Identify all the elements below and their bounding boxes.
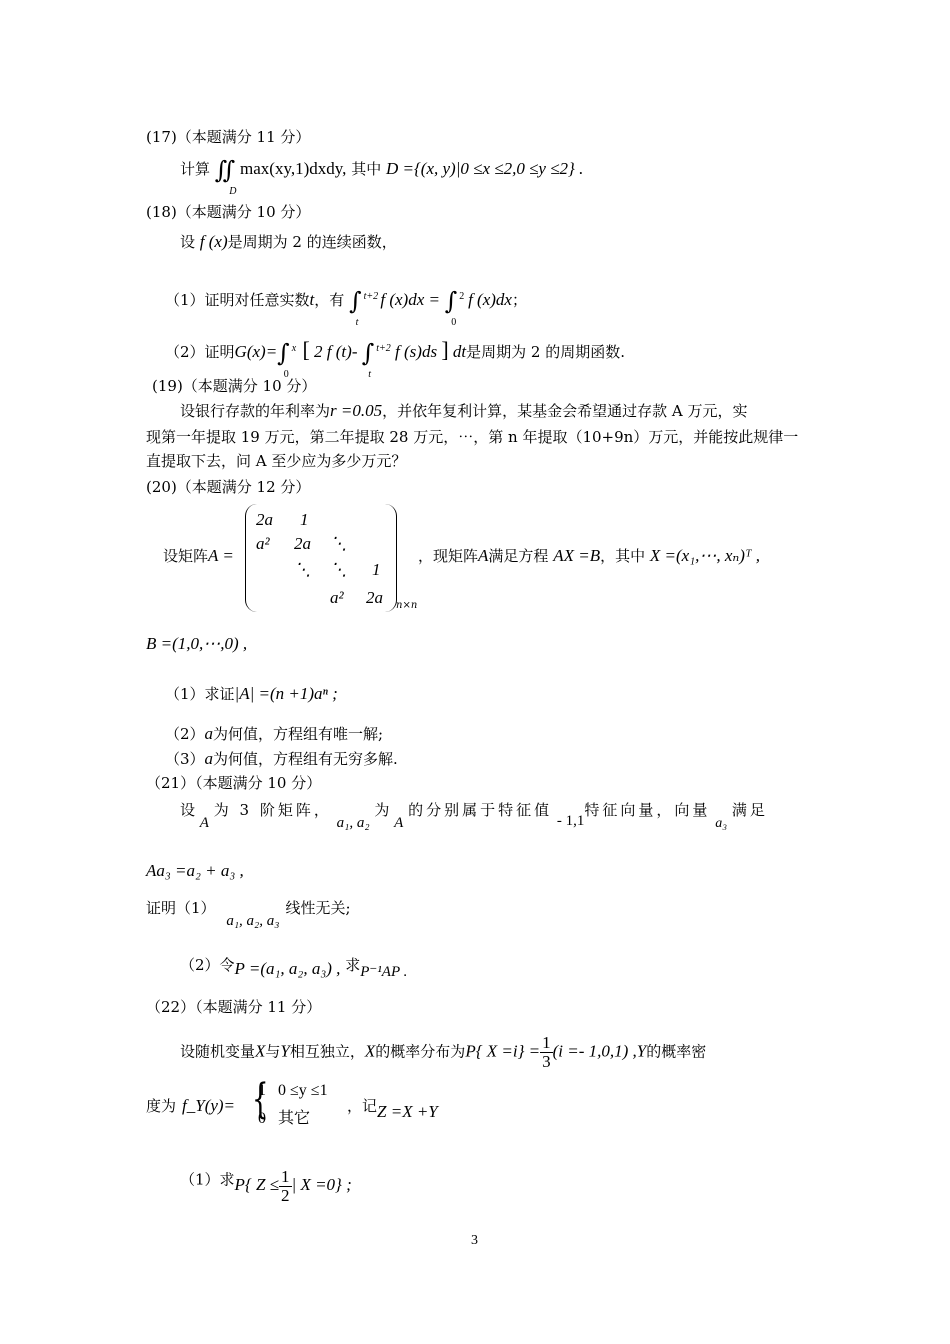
- q17-where: 其中: [351, 160, 382, 178]
- q22-prob-range: (i =- 1,0,1) ,: [552, 1041, 637, 1061]
- q21-p2-P: P =(a₁, a₂, a₃) ,: [234, 959, 341, 978]
- q20-p3-label: （3）: [165, 750, 205, 768]
- q18-p2-top1: x: [291, 343, 297, 354]
- q18-p1-label: （1）证明对任意实数: [165, 291, 310, 309]
- q18-intro-pre: 设: [180, 233, 196, 251]
- q18-p2-top2: t+2: [376, 343, 391, 354]
- q21-p2-label: （2）令: [180, 956, 235, 974]
- integral-icon: ∫: [349, 287, 362, 315]
- q17-header: (17)（本题满分 11 分）: [146, 128, 311, 146]
- q22-case1: 1 0 ≤y ≤1: [258, 1082, 328, 1099]
- q22-fy: f_Y(y)=: [182, 1096, 236, 1115]
- q18-intro-post: 是周期为 2 的连续函数，: [227, 233, 397, 251]
- q18-header: (18)（本题满分 10 分）: [146, 203, 311, 221]
- q18-p2-end: 是周期为 2 的周期函数.: [466, 343, 625, 361]
- q22-line1: [180, 1034, 706, 1071]
- q21-text: 的分别属于特征值: [408, 801, 553, 819]
- q22-density: 的概率密: [646, 1042, 707, 1061]
- q22-note: ，记: [347, 1097, 378, 1115]
- q18-p1-bot2: 0: [451, 317, 457, 328]
- q19-line1-pre: 设银行存款的年利率为: [180, 402, 331, 420]
- q22-frac-den: 3: [542, 1051, 551, 1071]
- q21-proof1: [146, 899, 351, 929]
- matrix-cell: 1: [372, 560, 381, 579]
- q21-p2-expr: P⁻¹AP .: [360, 964, 408, 980]
- q20-set-matrix: [163, 546, 234, 566]
- q20-part1: [165, 684, 338, 704]
- q22-note-line: [347, 1096, 438, 1121]
- q17-region: D: [229, 186, 237, 197]
- q19-line2: 现第一年提取 19 万元，第二年提取 28 万元，⋯，第 n 年提取（10+9n）万元，并能按此规律一: [146, 428, 799, 446]
- q22-p1-expr-b: | X =0} ;: [291, 1175, 352, 1195]
- q21-line2: Aa₃ =a₂ + a₃ ,: [146, 861, 244, 880]
- q22-header: （22）（本题满分 11 分）: [146, 998, 322, 1016]
- q22-frac-num: 1: [542, 1033, 551, 1052]
- q22-Z-def: Z =X +Y: [377, 1102, 438, 1121]
- q20-p3-text: 为何值，方程组有无穷多解.: [213, 750, 398, 768]
- q20-p1-label: （1）求证: [165, 685, 235, 703]
- q18-p2-bot1: 0: [283, 369, 289, 380]
- q18-p1-top2: 2: [459, 291, 465, 302]
- q20-X-def: X =(x₁,⋯, xₙ)ᵀ ,: [649, 546, 761, 565]
- matrix-cell: ⋱: [330, 560, 347, 579]
- page-number: 3: [471, 1233, 478, 1248]
- q18-fx: f (x): [199, 232, 228, 251]
- q22-X: X: [255, 1041, 266, 1061]
- q18-part1: （1）证明对任意实数t，有 ∫ t+2 t f (x)dx = ∫ 2 0 f (x)dx；: [165, 287, 527, 328]
- q20-equation: AX =B: [553, 546, 601, 565]
- q20-p1-expr: |A| =(n +1)aⁿ ;: [234, 684, 338, 703]
- integral-icon: ∫: [444, 287, 458, 315]
- q17-func: max(xy,1)dxdy,: [240, 159, 347, 178]
- q20-equation-line: [418, 546, 760, 566]
- q20-part2: [165, 724, 383, 744]
- q22-fraction: [540, 1034, 553, 1071]
- q21-mid: 为 3 阶矩阵，: [213, 801, 332, 819]
- q20-B-def: B =(1,0,⋯,0) ,: [146, 634, 248, 653]
- matrix-cell: ⋱: [294, 560, 311, 579]
- q18-p1-t: t: [309, 290, 315, 309]
- q20-p2-a: a: [204, 724, 214, 743]
- matrix-cell: 1: [300, 510, 309, 529]
- integral-icon: ∫: [277, 339, 290, 367]
- q22-case2: 0 其它: [258, 1110, 311, 1127]
- matrix-cell: a²: [330, 588, 344, 607]
- q22-line2: [146, 1096, 235, 1116]
- q22-dist: 的概率分布为: [375, 1042, 466, 1061]
- q21-A: A: [199, 815, 209, 831]
- q20-now-pre: ，现矩阵: [418, 547, 479, 565]
- q18-p1-end: ；: [511, 291, 527, 309]
- q22-indep: 相互独立，: [289, 1042, 365, 1061]
- q18-p1-have: ，有: [314, 291, 345, 309]
- q21-she: 设: [180, 801, 196, 819]
- q21-vecs: a₁, a₂: [336, 815, 370, 831]
- q20-p2-label: （2）: [165, 725, 205, 743]
- q21-proof-label: 证明（1）: [146, 899, 216, 917]
- q22-and: 与: [265, 1042, 281, 1061]
- q18-part2: （2）证明G(x)=∫ x 0 [ 2 f (t)- ∫ t+2 t f (s)ds ] dt是周期为 2 的周期函数.: [165, 337, 625, 380]
- q18-p1-bot1: t: [355, 317, 359, 328]
- q20-header: (20)（本题满分 12 分）: [146, 478, 311, 496]
- q19-line1: [180, 401, 747, 421]
- q20-A-eq: A =: [208, 546, 234, 565]
- q22-pre: 设随机变量: [180, 1042, 256, 1061]
- q21-end: 满足: [731, 801, 768, 819]
- q22-part1: [180, 1162, 352, 1205]
- q22-p1-frac-den: 2: [281, 1185, 290, 1205]
- q20-where: ，其中: [600, 547, 646, 565]
- q20-now-mid: 满足方程: [488, 547, 549, 565]
- q17-statement: [180, 156, 584, 197]
- q18-intro: [180, 232, 397, 252]
- matrix-cell: 2a: [366, 588, 383, 607]
- q22-p1-fraction: [279, 1168, 292, 1205]
- matrix-cell: 2a: [256, 510, 273, 529]
- q21-wei: 为: [374, 801, 390, 819]
- q22-p1-frac-num: 1: [281, 1167, 290, 1186]
- matrix-A: [245, 504, 397, 612]
- q18-p1-top1: t+2: [363, 291, 379, 302]
- q21-proof-vecs: a₁, a₂, a₃: [226, 913, 280, 929]
- q20-part3: [165, 749, 398, 769]
- q20-now-A: A: [478, 546, 489, 565]
- q21-line1: [180, 801, 810, 831]
- q18-p2-label: （2）证明: [165, 343, 235, 361]
- double-integral-icon: ∬: [214, 156, 236, 184]
- q19-header: (19)（本题满分 10 分）: [152, 377, 317, 395]
- q22-prob-lhs: P{ X =i} =: [465, 1041, 541, 1061]
- q21-A2: A: [394, 815, 404, 831]
- q22-Y2: Y: [636, 1041, 647, 1061]
- q17-domain: D ={(x, y)|0 ≤x ≤2,0 ≤y ≤2} .: [385, 159, 584, 178]
- matrix-size: n×n: [396, 600, 418, 611]
- q19-line3: 直提取下去，问 A 至少应为多少万元？: [146, 452, 407, 470]
- q21-text2: 特征向量，向量: [584, 801, 711, 819]
- q20-set-label: 设矩阵: [163, 547, 209, 565]
- q21-part2: [180, 955, 408, 980]
- q21-a3: a₃: [715, 816, 728, 831]
- q20-p2-text: 为何值，方程组有唯一解;: [213, 725, 384, 743]
- q17-compute: 计算: [180, 160, 211, 178]
- matrix-cell: 2a: [294, 534, 311, 553]
- q19-line1-post: ，并依年复利计算，某基金会希望通过存款 A 万元，实: [382, 402, 748, 420]
- q21-proof-text: 线性无关;: [285, 899, 351, 917]
- q22-Y: Y: [280, 1041, 290, 1061]
- q22-line2-pre: 度为: [146, 1097, 177, 1115]
- q21-header: （21）（本题满分 10 分）: [146, 774, 322, 792]
- q22-X2: X: [364, 1041, 376, 1061]
- q22-brace-icon: {: [252, 1076, 269, 1124]
- q18-p2-bot2: t: [368, 369, 372, 380]
- q22-p1-expr-a: P{ Z ≤: [234, 1175, 280, 1195]
- q20-p3-a: a: [204, 749, 214, 768]
- q21-p2-ask: 求: [345, 956, 361, 974]
- matrix-cell: ⋱: [330, 534, 347, 553]
- q19-rate: r =0.05: [330, 401, 383, 420]
- q21-vals: - 1,1: [556, 813, 585, 829]
- matrix-cell: a²: [256, 534, 270, 553]
- q22-p1-label: （1）求: [180, 1170, 235, 1189]
- integral-icon: ∫: [361, 339, 375, 367]
